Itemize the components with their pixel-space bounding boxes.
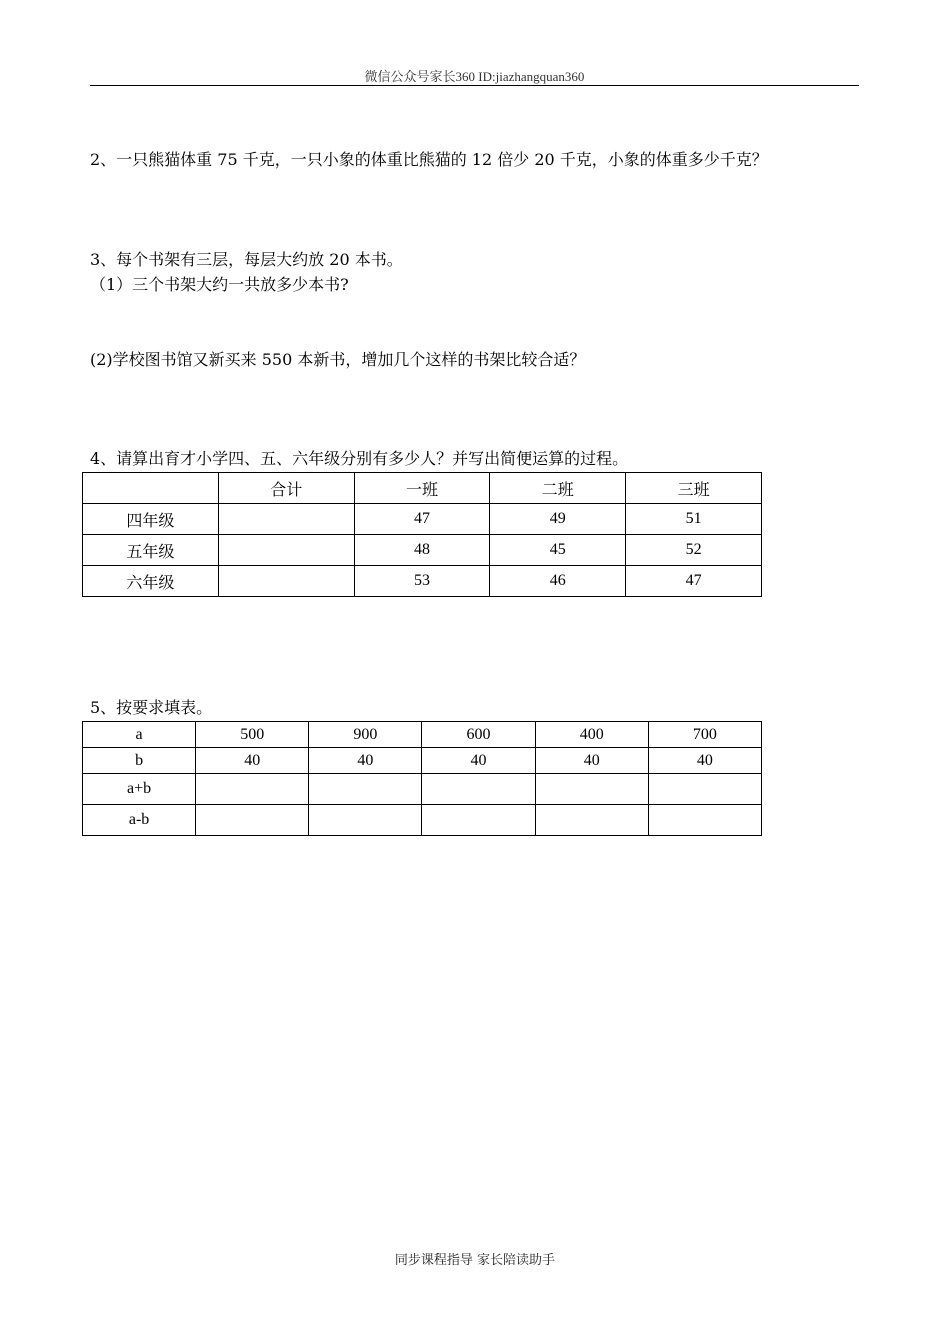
- table-row: [83, 748, 762, 774]
- table-header-row: [83, 473, 762, 504]
- question-3: 3、每个书架有三层，每层大约放 20 本书。: [90, 250, 403, 269]
- total-cell[interactable]: [218, 535, 354, 566]
- question-2: 2、一只熊猫体重 75 千克，一只小象的体重比熊猫的 12 倍少 20 千克，小象的体重多少千克？: [90, 150, 768, 169]
- table-header-cell: 三班: [626, 473, 762, 504]
- table-cell: 40: [196, 748, 309, 774]
- table-cell: 47: [354, 504, 490, 535]
- table-row: [83, 566, 762, 597]
- row-label: a-b: [83, 805, 196, 836]
- total-cell[interactable]: [218, 504, 354, 535]
- question-4: 4、请算出育才小学四、五、六年级分别有多少人？并写出简便运算的过程。: [90, 449, 629, 468]
- question-5: 5、按要求填表。: [90, 698, 213, 717]
- table-cell: 900: [309, 722, 422, 748]
- table-row: [83, 722, 762, 748]
- total-cell[interactable]: [218, 566, 354, 597]
- grade-label: 四年级: [83, 504, 219, 535]
- row-label: a+b: [83, 774, 196, 805]
- answer-cell[interactable]: [309, 805, 422, 836]
- question-3-part-1: （1）三个书架大约一共放多少本书?: [90, 275, 349, 294]
- answer-cell[interactable]: [422, 805, 535, 836]
- table-cell: 40: [535, 748, 648, 774]
- table-cell: 500: [196, 722, 309, 748]
- table-cell: 48: [354, 535, 490, 566]
- answer-cell[interactable]: [648, 774, 761, 805]
- answer-cell[interactable]: [648, 805, 761, 836]
- table-cell: 46: [490, 566, 626, 597]
- table-row: [83, 805, 762, 836]
- question-3-part-2: (2)学校图书馆又新买来 550 本新书，增加几个这样的书架比较合适？: [90, 350, 586, 369]
- table-cell: 40: [648, 748, 761, 774]
- table-header-cell: 二班: [490, 473, 626, 504]
- table-cell: 51: [626, 504, 762, 535]
- table-cell: 45: [490, 535, 626, 566]
- table-header-cell: [83, 473, 219, 504]
- table-cell: 700: [648, 722, 761, 748]
- table-cell: 400: [535, 722, 648, 748]
- page-header: 微信公众号家长360 ID:jiazhangquan360: [364, 69, 585, 84]
- row-label: b: [83, 748, 196, 774]
- grade-label: 五年级: [83, 535, 219, 566]
- grade-label: 六年级: [83, 566, 219, 597]
- answer-cell[interactable]: [535, 774, 648, 805]
- table-cell: 47: [626, 566, 762, 597]
- fill-in-table: [82, 721, 762, 836]
- table-row: [83, 504, 762, 535]
- row-label: a: [83, 722, 196, 748]
- table-row: [83, 774, 762, 805]
- answer-cell[interactable]: [309, 774, 422, 805]
- answer-cell[interactable]: [196, 774, 309, 805]
- grade-class-table: [82, 472, 762, 597]
- table-header-cell: 合计: [218, 473, 354, 504]
- table-cell: 40: [309, 748, 422, 774]
- table-cell: 52: [626, 535, 762, 566]
- table-header-cell: 一班: [354, 473, 490, 504]
- table-cell: 49: [490, 504, 626, 535]
- answer-cell[interactable]: [535, 805, 648, 836]
- table-cell: 53: [354, 566, 490, 597]
- table-cell: 600: [422, 722, 535, 748]
- page-footer: 同步课程指导 家长陪读助手: [394, 1253, 556, 1268]
- table-row: [83, 535, 762, 566]
- header-rule: [90, 85, 859, 86]
- table-cell: 40: [422, 748, 535, 774]
- answer-cell[interactable]: [196, 805, 309, 836]
- answer-cell[interactable]: [422, 774, 535, 805]
